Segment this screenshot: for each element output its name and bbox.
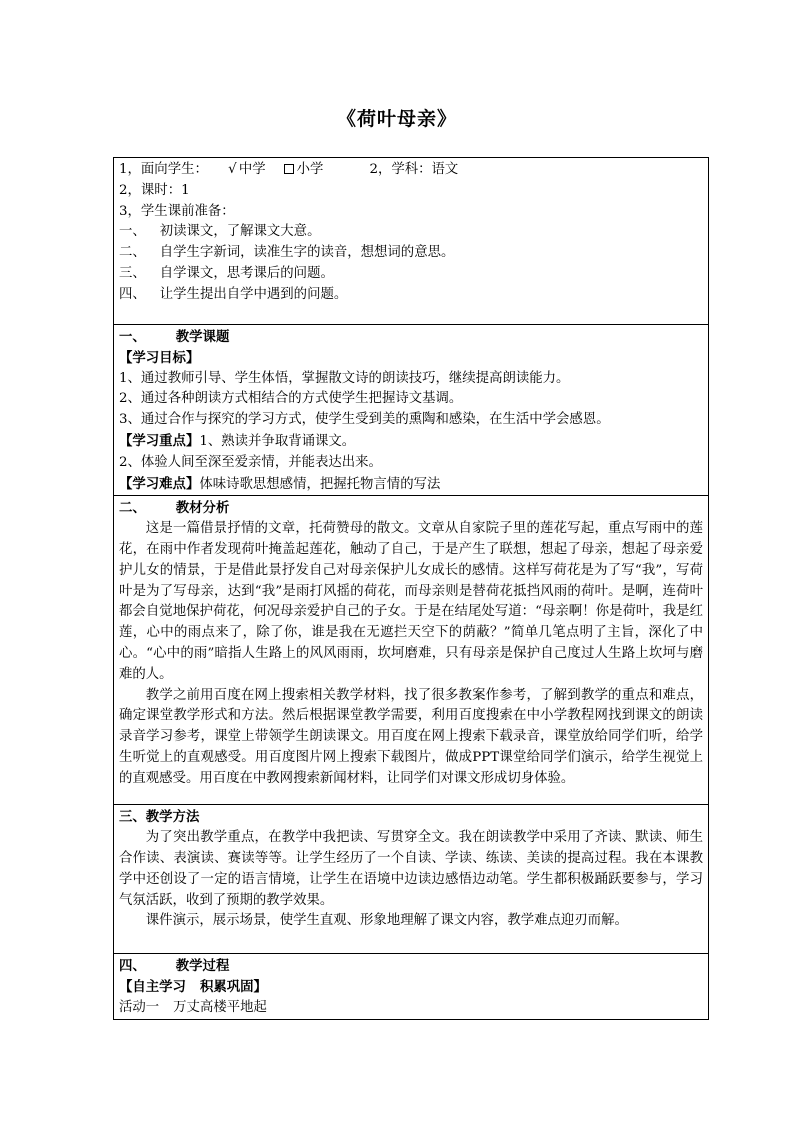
- analysis-heading-text: 教材分析: [175, 500, 230, 517]
- checkmark-icon: √: [228, 162, 237, 177]
- method-paragraph: 课件演示，展示场景，使学生直观、形象地理解了课文内容，教学难点迎刃而解。: [145, 913, 628, 929]
- periods-line: 2，课时：1: [119, 182, 190, 198]
- prep-item-text: 让学生提出自学中遇到的问题。: [159, 286, 348, 302]
- topic-cell: [114, 325, 709, 496]
- lesson-plan-table: [113, 157, 709, 1020]
- method-row: [114, 805, 709, 954]
- prep-item-number: 四、: [119, 286, 146, 302]
- topic-heading: [119, 327, 703, 348]
- prep-item-text: 初读课文，了解课文大意。: [159, 224, 321, 240]
- info-cell: [114, 158, 709, 325]
- audience-label: 1，面向学生：: [119, 162, 208, 177]
- analysis-heading-number: 二、: [119, 500, 146, 517]
- key-point-2: 2、体验人间至深至爱亲情，并能表达出来。: [119, 454, 382, 470]
- info-row: [114, 158, 709, 325]
- key-point-line: [119, 431, 703, 453]
- process-row: [114, 954, 709, 1019]
- topic-heading-text: 教学课题: [175, 329, 230, 345]
- process-heading-number: 四、: [119, 958, 146, 975]
- goal-item: 3、通过合作与探究的学习方式，使学生受到美的熏陶和感染，在生活中学会感恩。: [119, 412, 610, 428]
- analysis-row: [114, 496, 709, 805]
- key-point-label: 【学习重点】: [119, 432, 200, 449]
- key-point-1: 1、熟读并争取背诵课文。: [199, 433, 356, 449]
- option-primary-school: 小学: [296, 162, 324, 177]
- method-cell: [114, 805, 709, 954]
- difficulty-text: 体味诗歌思想感情，把握托物言情的写法: [199, 476, 441, 492]
- difficulty-label: 【学习难点】: [119, 475, 200, 492]
- prep-item-number: 一、: [119, 224, 146, 240]
- analysis-paragraph: 教学之前用百度在网上搜索相关教学材料，找了很多教案作参考，了解到教学的重点和难点，确定课堂教学形式和方法。然后根据课堂教学需要，利用百度搜索在中小学教程网找到课文的朗读录音学习参考，课堂上带领学生朗读课文。用百度在网上搜索下载录音，课堂放给同学们听，给学生听觉上的直观感受。用百度图片网上搜索下载图片，做成PPT课堂给同学们演示，给学生视觉上的直观感受。用百度在中教网搜索新闻材料，让同学们对课文形成切身体验。: [119, 687, 703, 786]
- prep-item: [119, 243, 703, 264]
- checkbox-icon: [284, 164, 294, 174]
- audience-line: [119, 160, 703, 181]
- prep-title: 3，学生课前准备：: [119, 203, 235, 219]
- process-heading-text: 教学过程: [175, 958, 230, 975]
- process-subheading: [119, 977, 703, 998]
- goal-item: 2、通过各种朗读方式相结合的方式使学生把握诗文基调。: [119, 391, 463, 407]
- method-paragraph: 为了突出教学重点，在教学中我把读、写贯穿全文。我在朗读教学中采用了齐读、默读、师生合作读、表演读、赛读等等。让学生经历了一个自读、学读、练读、美读的提高过程。我在本课教学中还创设了一定的语言情境，让学生在语境中边读边感悟边动笔。学生都积极踊跃要参与，学习气氛活跃，收到了预期的教学效果。: [119, 830, 703, 908]
- topic-row: [114, 325, 709, 496]
- prep-item-number: 三、: [119, 265, 146, 281]
- subject-label: 2，学科：语文: [369, 162, 459, 177]
- analysis-paragraph: 这是一篇借景抒情的文章，托荷赞母的散文。文章从自家院子里的莲花写起，重点写雨中的莲花，在雨中作者发现荷叶掩盖起莲花，触动了自己，于是产生了联想，想起了母亲，想起了母亲爱护儿女的情景，于是借此景抒发自己对母亲保护儿女成长的感情。这样写荷花是为了写“我”，写荷叶是为了写母亲，达到“我”是雨打风摇的荷花，而母亲则是替荷花抵挡风雨的荷叶。是啊，连荷叶都会自觉地保护荷花，何况母亲爱护自己的子女。于是在结尾处写道：“母亲啊！你是荷叶，我是红莲，心中的雨点来了，除了你，谁是我在无遮拦天空下的荫蔽？”简单几笔点明了主旨，深化了中心。“心中的雨”暗指人生路上的风风雨雨，坎坷磨难，只有母亲是保护自己度过人生路上坎坷与磨难的人。: [119, 521, 703, 682]
- process-heading: [119, 956, 703, 977]
- activity-number: 活动一: [119, 999, 160, 1015]
- document-title: 《荷叶母亲》: [336, 108, 457, 130]
- topic-heading-number: 一、: [119, 329, 146, 345]
- difficulty-line: [119, 474, 703, 496]
- process-cell: [114, 954, 709, 1019]
- process-subheading-part: 积累巩固】: [199, 979, 267, 996]
- activity-title: 万丈高楼平地起: [173, 999, 267, 1015]
- analysis-heading: [119, 498, 703, 519]
- goal-item: 1、通过教师引导、学生体悟，掌握散文诗的朗读技巧，继续提高朗读能力。: [119, 370, 570, 386]
- prep-item: [119, 222, 703, 243]
- prep-item-number: 二、: [119, 245, 146, 261]
- option-middle-school: 中学: [238, 162, 266, 177]
- method-heading: 三、教学方法: [119, 809, 200, 826]
- activity-line: [119, 998, 703, 1019]
- prep-item: [119, 285, 703, 306]
- prep-item-text: 自学生字新词，读准生字的读音，想想词的意思。: [159, 245, 455, 261]
- prep-item-text: 自学课文，思考课后的问题。: [159, 265, 334, 281]
- process-subheading-part: 【自主学习: [119, 979, 186, 996]
- analysis-cell: [114, 496, 709, 805]
- prep-item: [119, 264, 703, 285]
- goals-label: 【学习目标】: [119, 349, 200, 366]
